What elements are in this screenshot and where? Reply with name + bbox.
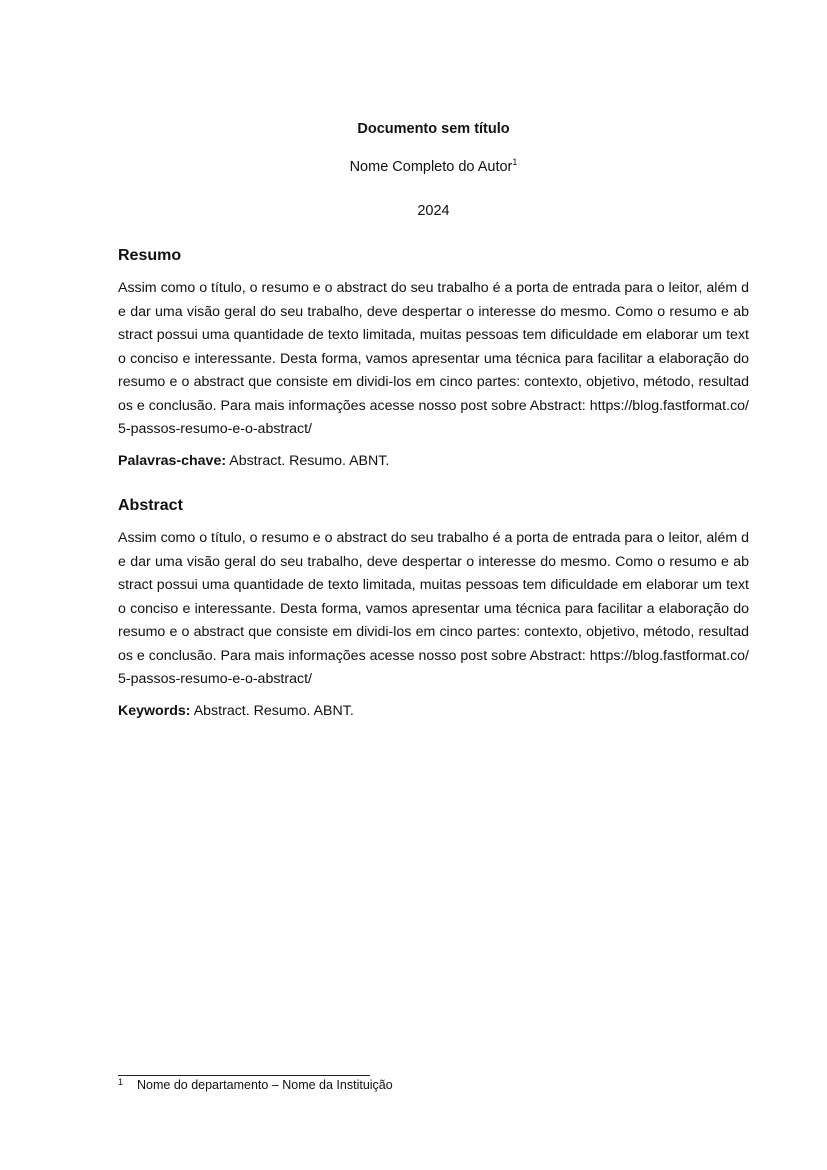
footnote [118,1077,393,1094]
resumo-keywords [118,451,749,471]
resumo-section [118,246,749,471]
author-footnote-mark: 1 [512,157,518,167]
abstract-keywords [118,701,749,721]
document-year: 2024 [417,203,450,219]
abstract-keywords-value: Abstract. Resumo. ABNT. [193,702,354,719]
author-name: Nome Completo do Autor [349,159,513,175]
footnote-mark: 1 [118,1077,124,1087]
footnote-text: Nome do departamento – Nome da Instituição [137,1078,393,1092]
author-line [118,157,749,178]
abstract-heading: Abstract [118,497,183,514]
resumo-heading: Resumo [118,247,182,264]
resumo-body: Assim como o título, o resumo e o abstract do seu trabalho é a porta de entrada para o leitor, além de dar uma visão geral do seu trabalho, deve despertar o interesse do mesmo. Como o resumo e abstract possui uma quantidade de texto limitada, muitas pessoas tem dificuldade em elaborar um texto conciso e interessante. Desta forma, vamos apresentar uma técnica para facilitar a elaboração do resumo e o abstract que consiste em dividi-los em cinco partes: contexto, objetivo, método, resultados e conclusão. Para mais informações acesse nosso post sobre Abstract: https://blog.fastformat.co/5-passos-resumo-e-o-abstract/ [118,280,749,437]
abstract-body: Assim como o título, o resumo e o abstract do seu trabalho é a porta de entrada para o leitor, além de dar uma visão geral do seu trabalho, deve despertar o interesse do mesmo. Como o resumo e abstract possui uma quantidade de texto limitada, muitas pessoas tem dificuldade em elaborar um texto conciso e interessante. Desta forma, vamos apresentar uma técnica para facilitar a elaboração do resumo e o abstract que consiste em dividi-los em cinco partes: contexto, objetivo, método, resultados e conclusão. Para mais informações acesse nosso post sobre Abstract: https://blog.fastformat.co/5-passos-resumo-e-o-abstract/ [118,530,749,687]
document-title: Documento sem título [357,121,510,137]
footnote-divider [118,1075,370,1076]
resumo-keywords-label: Palavras-chave: [118,452,227,469]
abstract-section [118,496,749,721]
abstract-keywords-label: Keywords: [118,702,191,719]
resumo-keywords-value: Abstract. Resumo. ABNT. [229,452,390,469]
